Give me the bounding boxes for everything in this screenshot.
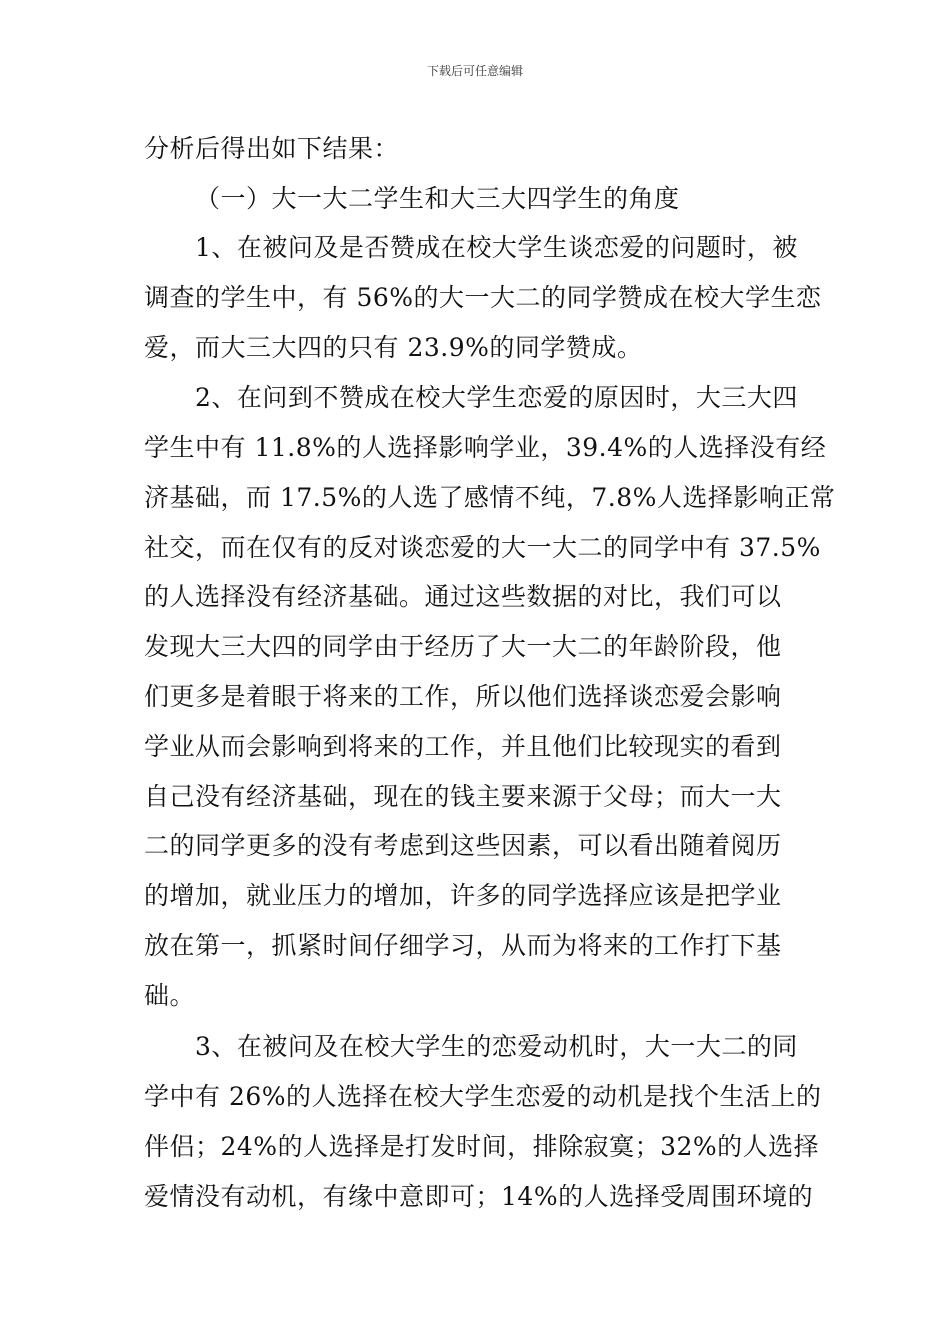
text-line: 发现大三大四的同学由于经历了大一大二的年龄阶段，他: [144, 632, 782, 661]
text-line: 爱情没有动机，有缘中意即可；14%的人选择受周围环境的: [144, 1182, 814, 1211]
section-heading: （一）大一大二学生和大三大四学生的角度: [195, 184, 680, 213]
text-line: 调查的学生中，有 56%的大一大二的同学赞成在校大学生恋: [144, 283, 822, 312]
text-line: 社交，而在仅有的反对谈恋爱的大一大二的同学中有 37.5%: [144, 533, 821, 562]
text-line: 1、在被问及是否赞成在校大学生谈恋爱的问题时，被: [195, 233, 798, 262]
text-line: 伴侣；24%的人选择是打发时间，排除寂寞；32%的人选择: [144, 1132, 820, 1161]
text-line: 的增加，就业压力的增加，许多的同学选择应该是把学业: [144, 881, 782, 910]
text-line: 济基础，而 17.5%的人选了感情不纯，7.8%人选择影响正常: [144, 483, 836, 512]
text-line: 学中有 26%的人选择在校大学生恋爱的动机是找个生活上的: [144, 1082, 822, 1111]
text-line: 分析后得出如下结果：: [144, 134, 400, 163]
text-line: 础。: [144, 981, 196, 1010]
text-line: 们更多是着眼于将来的工作，所以他们选择谈恋爱会影响: [144, 682, 782, 711]
text-line: 爱，而大三大四的只有 23.9%的同学赞成。: [144, 333, 643, 362]
text-line: 二的同学更多的没有考虑到这些因素，可以看出随着阅历: [144, 831, 782, 860]
text-line: 的人选择没有经济基础。通过这些数据的对比，我们可以: [144, 582, 782, 611]
text-line: 放在第一，抓紧时间仔细学习，从而为将来的工作打下基: [144, 931, 782, 960]
text-line: 学生中有 11.8%的人选择影响学业，39.4%的人选择没有经: [144, 433, 827, 462]
text-line: 自己没有经济基础，现在的钱主要来源于父母；而大一大: [144, 782, 782, 811]
text-line: 2、在问到不赞成在校大学生恋爱的原因时，大三大四: [195, 383, 798, 412]
text-line: 3、在被问及在校大学生的恋爱动机时，大一大二的同: [195, 1032, 798, 1061]
page-header: 下载后可任意编辑: [426, 64, 523, 78]
text-line: 学业从而会影响到将来的工作，并且他们比较现实的看到: [144, 732, 782, 761]
